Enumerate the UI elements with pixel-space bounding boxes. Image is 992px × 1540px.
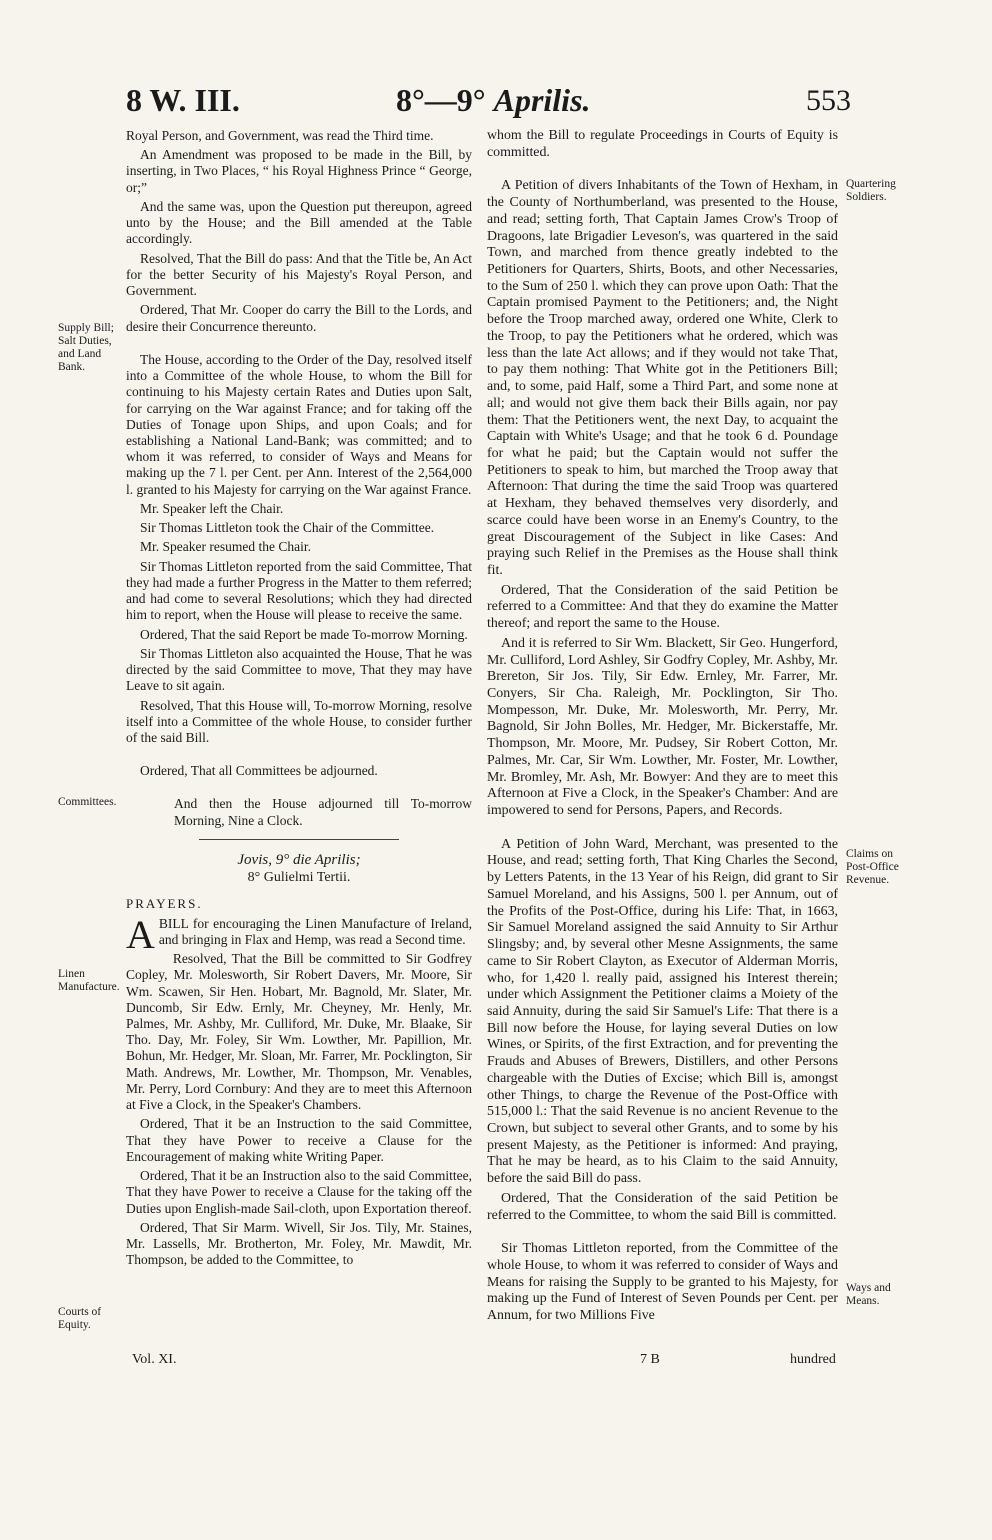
left-adjournment: And then the House adjourned till To-morrow Morning, Nine a Clock. — [174, 796, 472, 828]
volume-footer: Vol. XI. — [132, 1352, 177, 1367]
left-para-3: And the same was, upon the Question put thereupon, agreed unto by the House; and the Bill amended at the Table accordingly. — [126, 198, 472, 247]
day-title: Jovis, 9° die Aprilis; — [237, 851, 361, 868]
left-para-18: Ordered, That it be an Instruction to the said Committee, That they have Power to receive a Clause for the Encouragement of making white Writing Paper. — [126, 1116, 472, 1164]
left-para-11: Ordered, That the said Report be made To-morrow Morning. — [140, 626, 468, 642]
margin-note-ways: Ways and Means. — [846, 1282, 891, 1307]
right-para-7: Sir Thomas Littleton reported, from the Committee of the whole House, to whom it was referred to consider of Ways and Means for raising the Supply to be granted to his Majesty, for making up the Fund of Interest of Seven Pounds per Cent. per Annum, for two Millions Five — [487, 1241, 838, 1324]
catchword: hundred — [790, 1352, 836, 1367]
page-number: 553 — [806, 84, 851, 117]
left-para-4: Resolved, That the Bill do pass: And that the Title be, An Act for the better Security of his Majesty's Royal Person, and Government. — [126, 250, 472, 299]
left-para-8: Sir Thomas Littleton took the Chair of the Committee. — [140, 520, 435, 536]
left-para-17: Resolved, That the Bill be committed to Sir Godfrey Copley, Mr. Molesworth, Sir Robert Davers, Mr. Moore, Sir Wm. Scawen, Sir Hen. Hobart, Mr. Bagnold, Mr. Slater, Mr. Duncomb, Sir Edw. Ernly, Mr. Cheyney, Mr. Henly, Mr. Palmes, Mr. Ashby, Mr. Culliford, Mr. Duke, Mr. Blaake, Sir Tho. Day, Mr. Foley, Sir Wm. Lowther, Mr. Papillion, Mr. Bohun, Mr. Hedger, Mr. Sloan, Mr. Farrer, Mr. Pocklington, Sir Math. Andrews, Mr. Lowther, Mr. Thompson, Mr. Venables, Mr. Perry, Lord Cornbury: And they are to meet this Afternoon at Five a Clock, in the Speaker's Chambers. — [126, 951, 472, 1113]
signature-mark: 7 B — [640, 1352, 660, 1367]
margin-note-courts: Courts of Equity. — [58, 1306, 102, 1331]
right-para-6: Ordered, That the Consideration of the said Petition be referred to the Committee, to whom the said Bill is committed. — [487, 1190, 838, 1223]
left-para-5: Ordered, That Mr. Cooper do carry the Bill to the Lords, and desire their Concurrence thereunto. — [126, 302, 472, 334]
prayers-heading: PRAYERS. — [126, 896, 203, 912]
margin-note-claims: Claims on Post-Office Revenue. — [846, 848, 899, 886]
left-para-16: ABILL for encouraging the Linen Manufacture of Ireland, and bringing in Flax and Hemp, was read a Second time. — [126, 911, 472, 957]
left-column — [126, 128, 472, 1272]
running-header — [0, 82, 992, 122]
left-para-19: Ordered, That it be an Instruction also to the said Committee, That they have Power to receive a Clause for the taking off the Duties upon English-made Sail-cloth, upon Exportation thereof. — [126, 1168, 472, 1216]
right-para-3: Ordered, That the Consideration of the said Petition be referred to a Committee: And that they do examine the Matter thereof; and report the same to the House. — [487, 582, 838, 632]
right-para-5: A Petition of John Ward, Merchant, was presented to the House, and read; setting forth, That King Charles the Second, by Letters Patents, in the 13 Year of his Reign, did grant to Sir Samuel Moreland, and his Assigns, 500 l. per Annum, out of the Profits of the Post-Office, during his Life: That, in 1663, Sir Samuel Moreland assigned the said Annuity to Sir Arthur Slingsby; and, by several other Mesne Assignments, the same came to Sir Robert Clayton, as Executor of Alderman Morris, who, for 1,420 l. really paid, assigned his Interest therein; under which Assignment the Petitioner claims a Moiety of the said Annuity, during the said Sir Samuel's Life: That there is a Bill now before the House, for laying several Duties on low Wines, or Spirits, of the first Extraction, and for preventing the Frauds and Abuses of Brewers, Distillers, and other Persons chargeable with the Duties of Excise; which Bill is, amongst other Things, to charge the Revenue of the Post-Office with 515,000 l.: That the said Revenue is no ancient Revenue to the Crown, but subject to several other Grants, and to some by his present Majesty, as the Petitioner is informed: And praying, That he may be heard, as to his Claim to the said Annuity, before the said Bill do pass. — [487, 836, 838, 1187]
margin-note-committees: Committees. — [58, 796, 117, 808]
header-dates: 8°—9° Aprilis. — [396, 82, 591, 118]
margin-note-quartering: Quartering Soldiers. — [846, 178, 896, 203]
margin-note-supply-bill: Supply Bill; Salt Duties, and Land Bank. — [58, 322, 114, 373]
left-para-20: Ordered, That Sir Marm. Wivell, Sir Jos. Tily, Mr. Staines, Mr. Lassells, Mr. Brotherton, Mr. Foley, Mr. Mawdit, Mr. Thompson, be added to the Committee, to — [126, 1219, 472, 1268]
left-para-2: An Amendment was proposed to be made in the Bill, by inserting, in Two Places, “ his Royal Highness Prince “ George, or;” — [126, 147, 472, 195]
left-para-9: Mr. Speaker resumed the Chair. — [140, 539, 311, 555]
right-para-1: whom the Bill to regulate Proceedings in Courts of Equity is committed. — [487, 128, 838, 160]
right-para-2: A Petition of divers Inhabitants of the Town of Hexham, in the County of Northumberland, was presented to the House, and read; setting forth, That Captain James Crow's Troop of Dragoons, late Brigadier Leveson's, was quartered in the said Town, and marched from thence greatly indebted to the Petitioners for Quarters, Shirts, Boots, and other Necessaries, to the Sum of 250 l. which they can prove upon Oath: That the Captain promised Payment to the Petitioners; and, the Night before the Troop marched away, ordered one White, Clerk to the Troop, to pay the Petitioners what he ordered, which was less than the late Act allows; and if they would not take That, to pay them nothing: That White got in the Petitioners Bill; and, to some, paid Half, some a Third Part, and some none at all; and would not give them back their Bills again, nor pay them: That the Petitioners went, the next Day, to acquaint the Captain with White's Usage; and that he took 6 d. Poundage for what he paid; but the Captain would not suffer the Petitioners to speak to him, but marched the Troop away that Afternoon: That during the time the said Troop was quartered at Hexham, they behaved themselves very disorderly, and scarce could have been worse in an Enemy's Country, to the great Discouragement of the Subject in like Cases: And praying such Relief in the Premises as the House shall think fit. — [487, 178, 838, 578]
day-subtitle: 8° Gulielmi Tertii. — [247, 870, 351, 886]
left-para-13: Resolved, That this House will, To-morrow Morning, resolve itself into a Committee of the whole House, to consider further of the said Bill. — [126, 697, 472, 745]
left-para-14: Ordered, That all Committees be adjourned. — [140, 763, 378, 779]
section-rule — [199, 839, 399, 840]
margin-note-linen: Linen Manufacture. — [58, 968, 120, 993]
right-column — [487, 128, 838, 1328]
drop-cap: A — [126, 911, 155, 957]
right-para-4: And it is referred to Sir Wm. Blackett, Sir Geo. Hungerford, Mr. Culliford, Lord Ashley, Sir Godfry Copley, Mr. Ashby, Mr. Brereton, Sir Jos. Tily, Sir Edw. Ernley, Mr. Farrer, Mr. Conyers, Sir Cha. Raleigh, Mr. Pocklington, Sir Tho. Mompesson, Mr. Duke, Mr. Molesworth, Mr. Perry, Mr. Bagnold, Sir John Bolles, Mr. Hedger, Mr. Bickerstaffe, Mr. Thompson, Mr. Moore, Mr. Pudsey, Sir Robert Cotton, Mr. Palmes, Mr. Car, Sir Wm. Lowther, Mr. Foster, Mr. Lowther, Mr. Bromley, Mr. Ash, Mr. Bowyer: And they are to meet this Afternoon at Five a Clock, in the Speaker's Chamber: And are impowered to send for Persons, Papers, and Records. — [487, 635, 838, 819]
left-para-1: Royal Person, and Government, was read the Third time. — [126, 128, 434, 143]
header-regnal-year: 8 W. III. — [126, 82, 240, 118]
left-para-6: The House, according to the Order of the Day, resolved itself into a Committee of the whole House, to whom the Bill for continuing to his Majesty certain Rates and Duties upon Salt, for carrying on the War against France; and for taking off the Duties of Tonage upon Ships, and upon Coals; and for establishing a National Land-Bank; was committed; and to whom it was referred, to consider of Ways and Means for making up the 7 l. per Cent. per Ann. Interest of the 2,564,000 l. granted to his Majesty for carrying on the War against France. — [126, 351, 472, 497]
left-para-10: Sir Thomas Littleton reported from the said Committee, That they had made a further Progress in the Matter to them referred; and had come to several Resolutions; which they had directed him to report, when the House will please to receive the same. — [126, 558, 472, 623]
left-para-12: Sir Thomas Littleton also acquainted the House, That he was directed by the said Committee to move, That they may have Leave to sit again. — [126, 645, 472, 694]
left-para-7: Mr. Speaker left the Chair. — [140, 500, 284, 516]
